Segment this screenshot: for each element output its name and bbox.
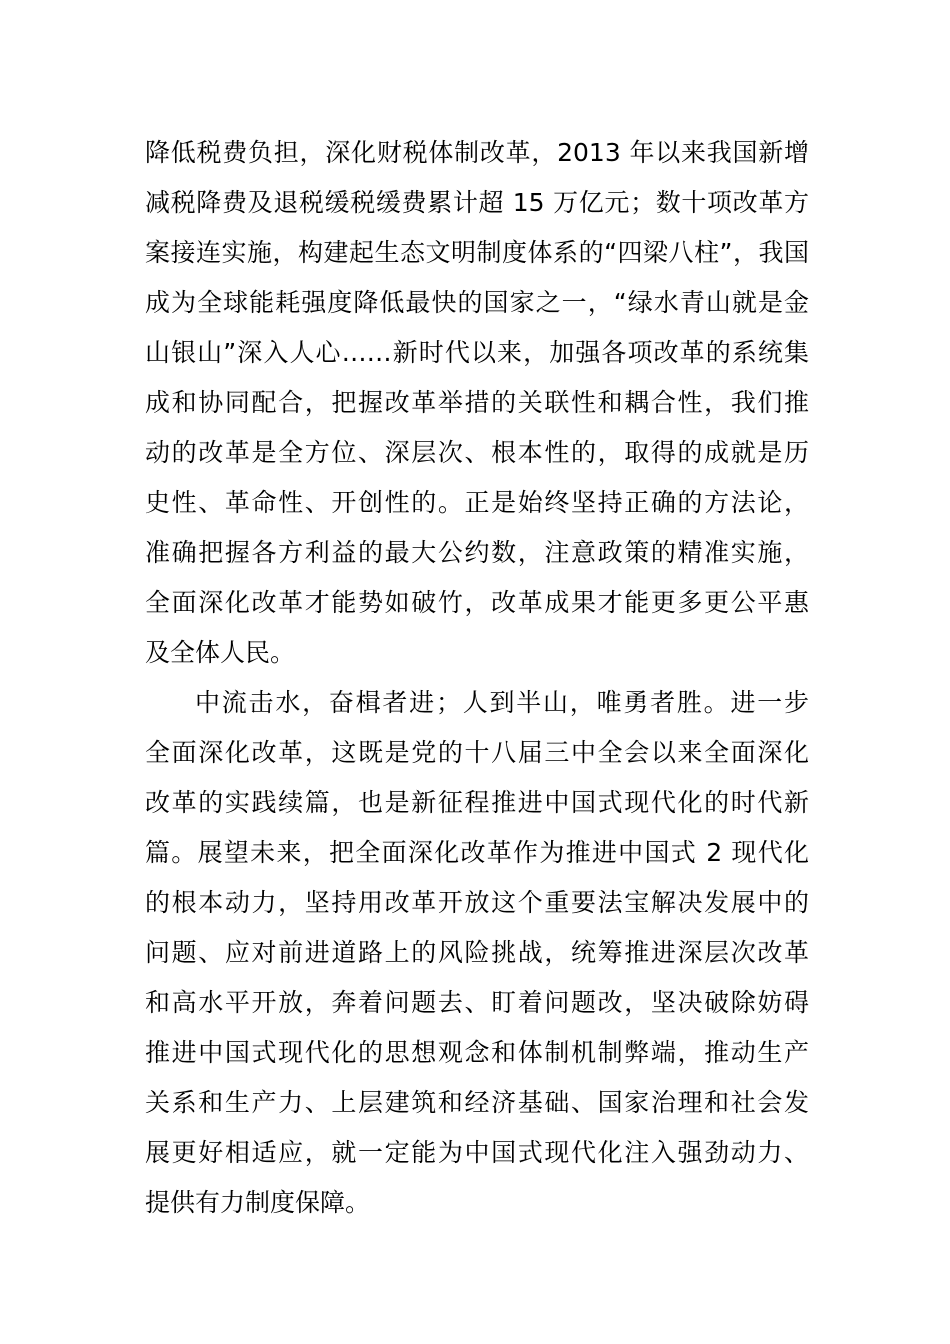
text-line: 准确把握各方利益的最大公约数，注意政策的精准实施， xyxy=(145,538,809,567)
text-line: 及全体人民。 xyxy=(145,638,296,667)
text-line: 成和协同配合，把握改革举措的关联性和耦合性，我们推 xyxy=(145,388,809,417)
text-line: 中流击水，奋楫者进；人到半山，唯勇者胜。进一步 xyxy=(195,688,809,717)
paragraph-2 xyxy=(145,678,809,1228)
paragraph-1 xyxy=(145,128,809,678)
text-line: 推进中国式现代化的思想观念和体制机制弊端，推动生产 xyxy=(145,1038,809,1067)
text-line: 史性、革命性、开创性的。正是始终坚持正确的方法论， xyxy=(145,488,809,517)
text-line: 全面深化改革才能势如破竹，改革成果才能更多更公平惠 xyxy=(145,588,809,617)
text-line: 降低税费负担，深化财税体制改革，2013 年以来我国新增 xyxy=(145,138,809,167)
text-line: 问题、应对前进道路上的风险挑战，统筹推进深层次改革 xyxy=(145,938,809,967)
text-line: 山银山”深入人心……新时代以来，加强各项改革的系统集 xyxy=(145,338,809,367)
text-line: 案接连实施，构建起生态文明制度体系的“四梁八柱”，我国 xyxy=(145,238,809,267)
text-line: 关系和生产力、上层建筑和经济基础、国家治理和社会发 xyxy=(145,1088,809,1117)
text-line: 动的改革是全方位、深层次、根本性的，取得的成就是历 xyxy=(145,438,809,467)
text-line: 减税降费及退税缓税缓费累计超 15 万亿元；数十项改革方 xyxy=(145,188,809,217)
text-line: 的根本动力，坚持用改革开放这个重要法宝解决发展中的 xyxy=(145,888,809,917)
text-line: 提供有力制度保障。 xyxy=(145,1188,371,1217)
text-line: 全面深化改革，这既是党的十八届三中全会以来全面深化 xyxy=(145,738,809,767)
text-line: 展更好相适应，就一定能为中国式现代化注入强劲动力、 xyxy=(145,1138,809,1167)
text-line: 成为全球能耗强度降低最快的国家之一，“绿水青山就是金 xyxy=(145,288,809,317)
text-line: 改革的实践续篇，也是新征程推进中国式现代化的时代新 xyxy=(145,788,809,817)
body-text xyxy=(145,128,809,1228)
text-line: 和高水平开放，奔着问题去、盯着问题改，坚决破除妨碍 xyxy=(145,988,809,1017)
text-line: 篇。展望未来，把全面深化改革作为推进中国式 2 现代化 xyxy=(145,838,809,867)
